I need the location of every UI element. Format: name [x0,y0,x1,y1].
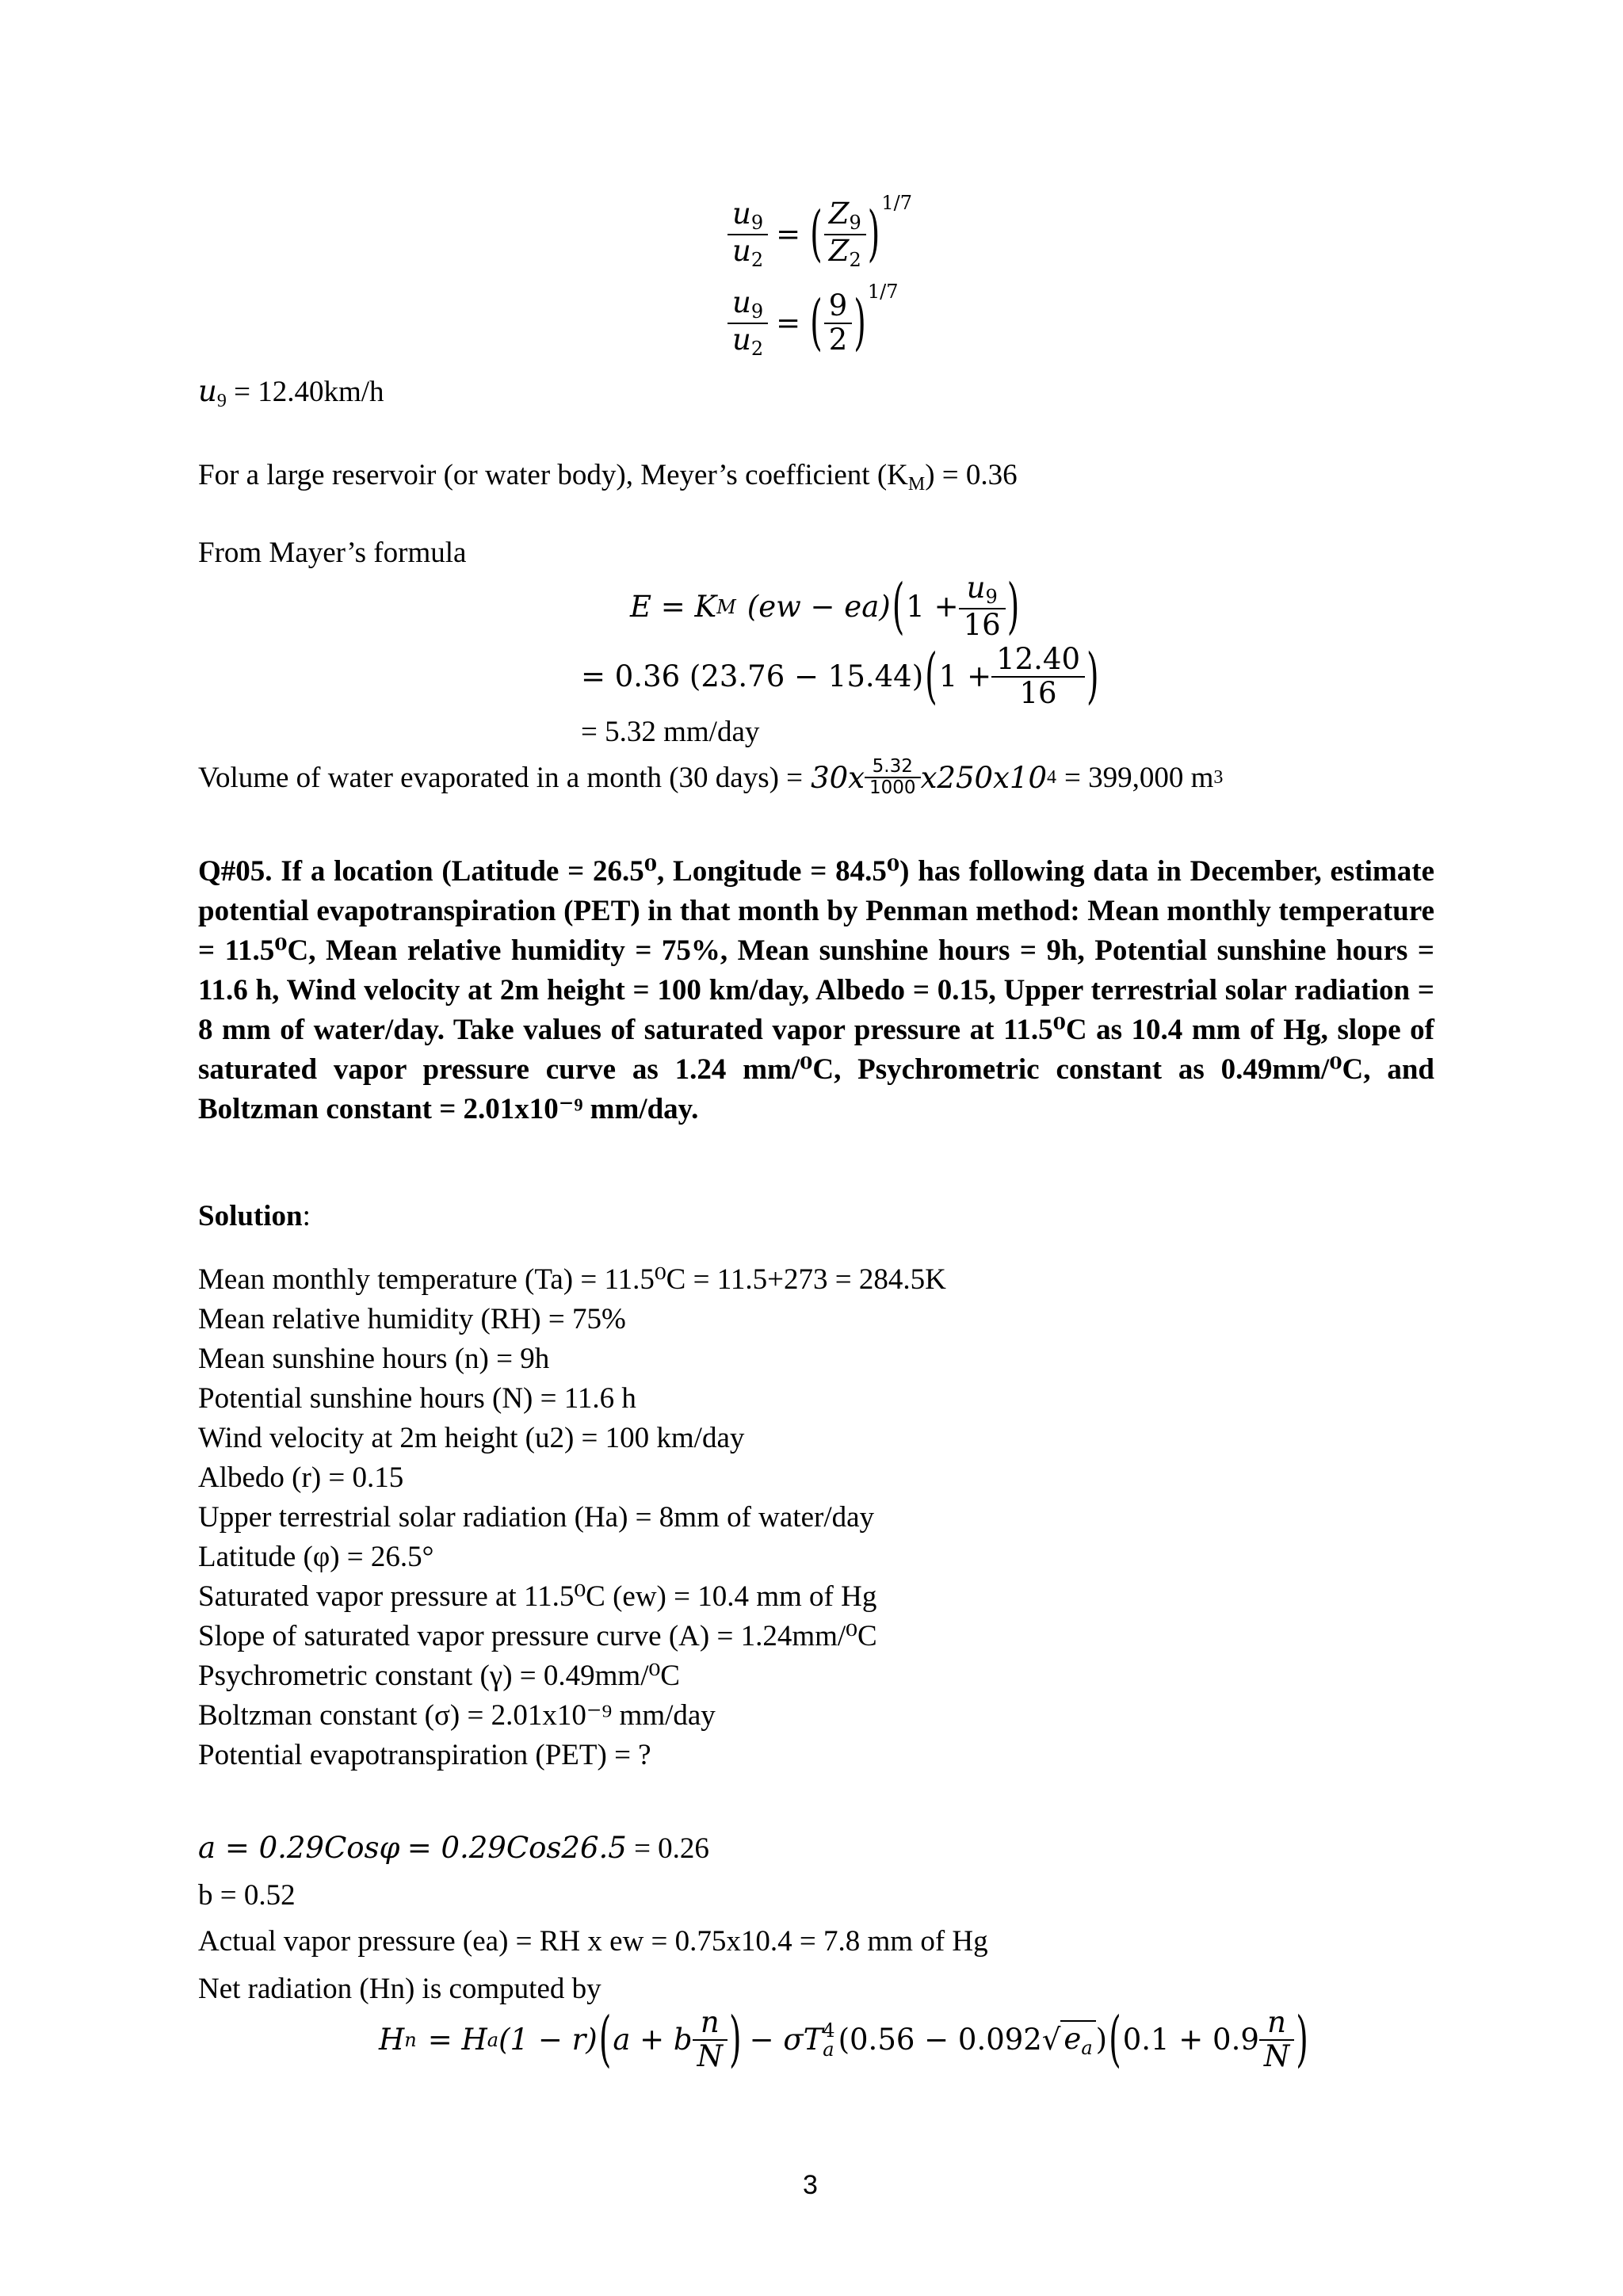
given-data-list [198,1260,946,1775]
exponent-1-7: 1/7 [881,192,912,214]
z9-over-z2-fraction: $\frac{Z_9}{Z_2}$ [824,198,866,270]
question-q05: Q#05. If a location (Latitude = 26.5⁰, Longitude = 84.5⁰) has following data in December, estimate potential evapotranspiration (PET) in that month by Penman method: Mean monthly temperature = 11.5⁰C, Mean relative humidity = 75%, Mean sunshine hours = 9h, Potential sunshine hours = 11.6 h, Wind velocity at 2m height = 100 km/day, Albedo = 0.15, Upper terrestrial solar radiation = 8 mm of water/day. Take values of saturated vapor pressure at 11.5⁰C as 10.4 mm of Hg, slope of saturated vapor pressure curve as 1.24 mm/⁰C, Psychrometric constant as 0.49mm/⁰C, and Boltzman constant = 2.01x10⁻⁹ mm/day. [198,855,1434,1125]
net-radiation-equation: H n = H a (1 − r) ( a + b $\frac{n}{N}$ ) − σT 4 a (0.56 − 0.092 √ $e_a$ ) ( 0.1 + 0.9 $\frac{n}{N}$ ) [379,2004,1308,2075]
solution-heading: Solution: [198,1200,311,1232]
given-item: Mean relative humidity (RH) = 75% [198,1303,626,1335]
net-radiation-intro: Net radiation (Hn) is computed by [198,1973,601,2005]
given-item: Mean sunshine hours (n) = 9h [198,1343,550,1375]
mayer-formula-intro: From Mayer’s formula [198,537,467,569]
b-coefficient-line: b = 0.52 [198,1879,296,1912]
wind-ratio-numeric-equation: $\frac{u_9}{u_2}$ = ( $\frac{9}{2}$ ) 1/7 [727,287,899,359]
given-item: Slope of saturated vapor pressure curve (A) = 1.24mm/⁰C [198,1620,877,1652]
given-item: Albedo (r) = 0.15 [198,1461,404,1494]
given-item: Mean monthly temperature (Ta) = 11.5⁰C = 11.5+273 = 284.5K [198,1263,946,1296]
given-item: Latitude (φ) = 26.5° [198,1541,434,1573]
u9-over-u2-fraction: $\frac{u_9}{u_2}$ [727,198,768,270]
page-number: 3 [803,2170,818,2200]
given-item: Psychrometric constant (γ) = 0.49mm/⁰C [198,1660,680,1692]
given-item: Saturated vapor pressure at 11.5⁰C (ew) = 10.4 mm of Hg [198,1580,877,1613]
u9-over-u2-fraction-2: $\frac{u_9}{u_2}$ [727,287,768,359]
u9-result: $u_9 = 12.40km/h$ [198,374,384,412]
given-item: Potential sunshine hours (N) = 11.6 h [198,1382,636,1415]
given-item: Potential evapotranspiration (PET) = ? [198,1739,651,1771]
given-item: Wind velocity at 2m height (u2) = 100 km/day [198,1422,745,1454]
actual-vapor-pressure-line: Actual vapor pressure (ea) = RH x ew = 0.75x10.4 = 7.8 mm of Hg [198,1925,988,1958]
volume-evaporated-line: Volume of water evaporated in a month (30 days) = 30x $\frac{5.32}{1000}$ x250x10 4 = 399,000 m 3 [198,756,1224,799]
given-item: Upper terrestrial solar radiation (Ha) = 8mm of water/day [198,1501,875,1534]
nine-over-two-fraction: $\frac{9}{2}$ [824,290,853,356]
mayer-formula-equation: E = K M (ew − ea) ( 1 + $\frac{u_9}{16}$ ) [630,571,1020,642]
mayer-substitution-equation: = 0.36 (23.76 − 15.44) ( 1 + $\frac{12.40}{16}$ ) [581,641,1099,712]
meyer-coefficient-line: For a large reservoir (or water body), Meyer’s coefficient $(K_M) = 0.36$ [198,459,1018,495]
a-coefficient-line: a = 0.29Cosφ = 0.29Cos26.5 = 0.26 [198,1831,709,1865]
mayer-result: = 5.32 mm/day [581,716,760,748]
given-item: Boltzman constant (σ) = 2.01x10⁻⁹ mm/day [198,1699,716,1732]
wind-ratio-equation: $\frac{u_9}{u_2}$ = ( $\frac{Z_9}{Z_2}$ ) 1/7 [727,198,912,270]
